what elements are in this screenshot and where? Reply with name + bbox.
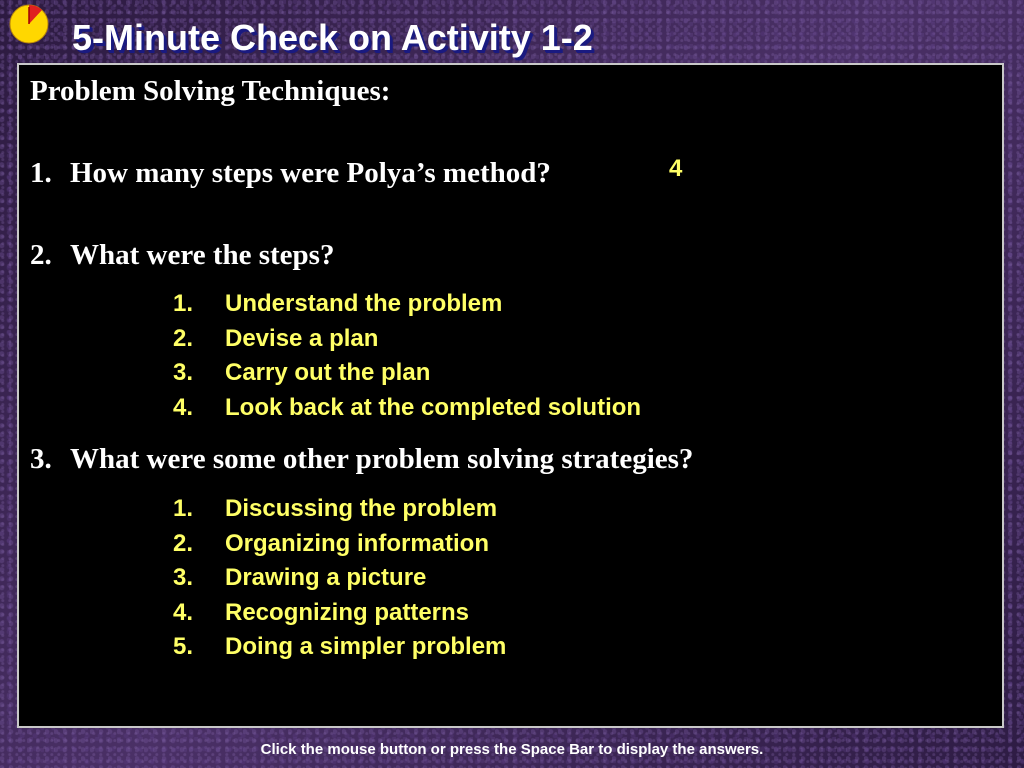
answer-1: 4 xyxy=(669,155,683,182)
question-number: 2. xyxy=(30,239,52,271)
section-heading: Problem Solving Techniques: xyxy=(30,75,391,107)
list-item: 1. Discussing the problem xyxy=(173,495,498,522)
question-number: 1. xyxy=(30,157,52,189)
question-text: What were some other problem solving strategies? xyxy=(70,443,694,475)
list-item: 4. Recognizing patterns xyxy=(173,598,470,626)
list-item: 3. Carry out the plan xyxy=(173,359,431,386)
question-number: 3. xyxy=(30,443,52,475)
footer-instruction: Click the mouse button or press the Space Bar to display the answers. xyxy=(260,741,764,758)
polya-steps-list xyxy=(173,287,641,425)
clock-icon xyxy=(8,3,50,45)
question-text: What were the steps? xyxy=(70,239,335,271)
list-item: 2. Organizing information xyxy=(173,529,489,557)
slide-title: 5-Minute Check on Activity 1-2 xyxy=(72,17,593,58)
content-panel xyxy=(17,63,1004,728)
question-3 xyxy=(30,443,693,476)
list-item: 2. Devise a plan xyxy=(173,324,379,352)
question-text: How many steps were Polya’s method? xyxy=(70,157,551,189)
list-item: 3. Drawing a picture xyxy=(173,564,427,591)
list-item: 5. Doing a simpler problem xyxy=(173,633,507,660)
question-1 xyxy=(30,157,551,190)
strategies-list xyxy=(173,492,506,665)
question-2 xyxy=(30,239,334,272)
list-item: 1. Understand the problem xyxy=(173,290,503,317)
list-item: 4. Look back at the completed solution xyxy=(173,393,642,421)
